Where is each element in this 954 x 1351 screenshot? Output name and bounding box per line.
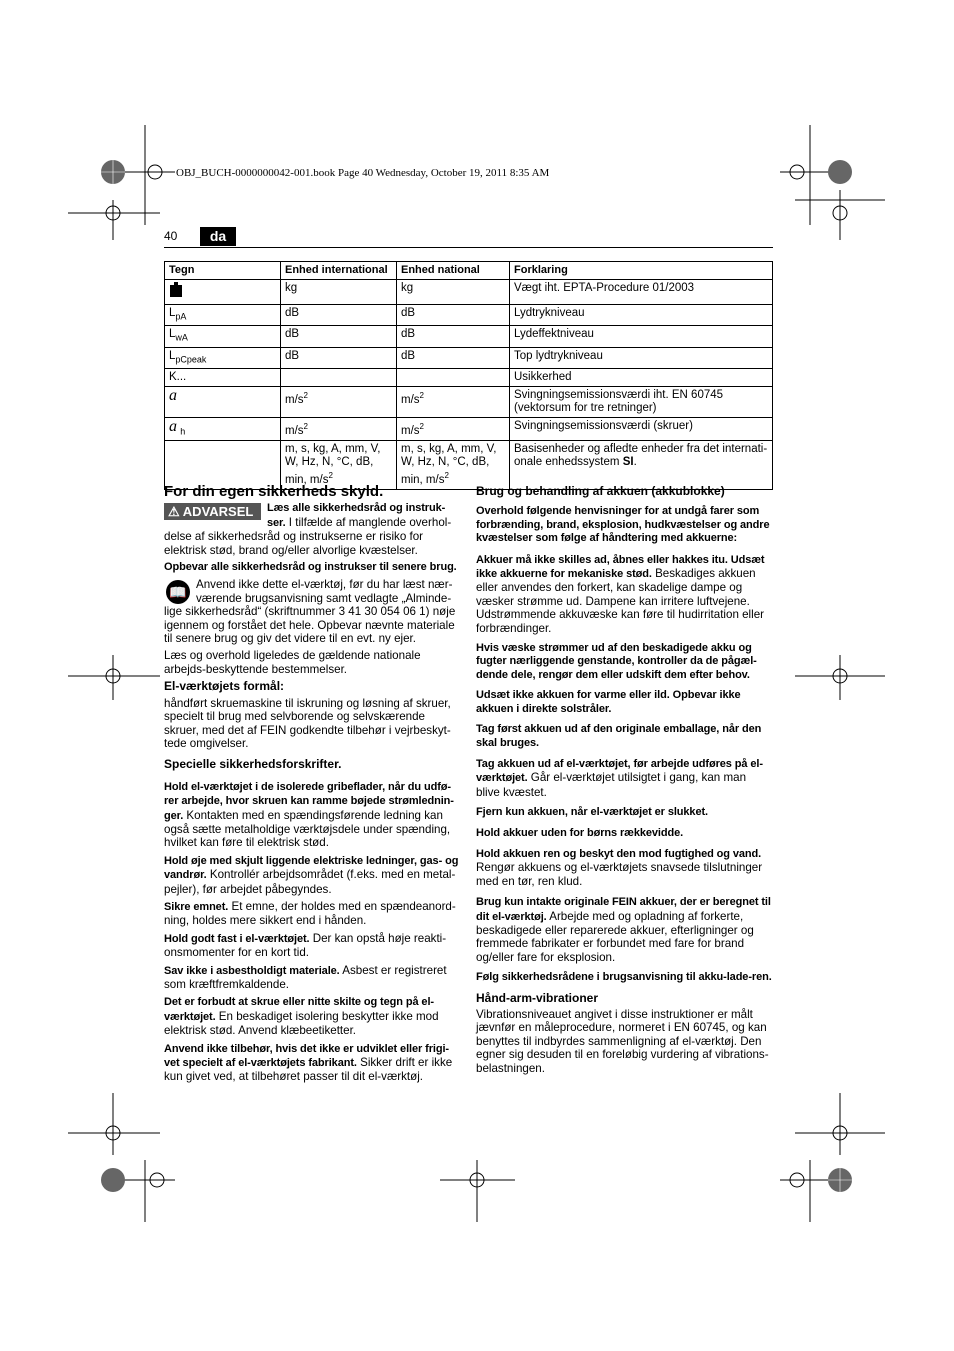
units-table — [164, 261, 773, 490]
table-cell — [510, 386, 773, 417]
table-cell: dB — [281, 305, 397, 326]
table-cell: Vægt iht. EPTA-Procedure 01/2003 — [510, 280, 773, 305]
bold-paragraph: Følg sikkerhedsrådene i brugsanvisning til akku-lade-ren. — [476, 971, 772, 984]
header-cell: Enhed international — [281, 262, 397, 280]
unit-line: m, s, kg, A, mm, V, — [401, 443, 497, 456]
warning-badge — [164, 503, 261, 520]
table-row — [165, 326, 773, 347]
sign-cell — [165, 280, 281, 305]
table-row — [165, 368, 773, 386]
body-text: Asbest er registreret som kræftfremkaldende. — [164, 963, 447, 991]
unit-text: m/s — [285, 424, 304, 437]
table-cell — [281, 368, 397, 386]
unit-line: W, Hz, N, °C, dB, — [285, 456, 374, 469]
safety-paragraph — [164, 900, 460, 928]
unit-superscript: 2 — [444, 471, 449, 481]
unit-text: m/s — [401, 424, 420, 437]
table-cell — [397, 441, 510, 490]
unit-line: min, m/s — [285, 474, 329, 487]
sign-cell — [165, 326, 281, 347]
header-cell: Enhed national — [397, 262, 510, 280]
safety-paragraph — [164, 995, 460, 1037]
table-cell — [397, 417, 510, 440]
table-cell: kg — [281, 280, 397, 305]
unit-text: m/s — [401, 393, 420, 406]
sign-cell — [165, 347, 281, 368]
safety-paragraph — [164, 932, 460, 960]
read-manual-icon: 📖 — [166, 580, 190, 604]
bold-text: Brug kun intakte originale FEIN akkuer, der er beregnet til dit el-værktøj. — [476, 896, 771, 923]
table-row — [165, 347, 773, 368]
bold-text: Hold godt fast i el-værktøjet. — [164, 932, 310, 945]
unit-superscript: 2 — [419, 390, 424, 400]
sign-subscript: wA — [175, 332, 188, 343]
body-paragraph: Vibrationsniveauet angivet i disse instruktioner er målt jævnfør en måleprocedure, normeret i EN 60745, og kan benyttes til indbyrdes sammenligning af el-værktøj. Den egner sig desuden til en foreløbig vurdering af vibrations-belastningen. — [476, 1008, 769, 1075]
page-number: 40 — [164, 229, 178, 243]
sign-subscript: pCpeak — [175, 353, 207, 364]
table-cell: Usikkerhed — [510, 368, 773, 386]
table-row — [165, 280, 773, 305]
bold-text: Hold akkuen ren og beskyt den mod fugtighed og vand. — [476, 847, 762, 860]
body-text: Der kan opstå høje reakti-onsmomenter for en kort tid. — [164, 931, 447, 960]
bold-paragraph: Fjern kun akkuen, når el-værktøjet er slukket. — [476, 806, 708, 819]
table-cell — [510, 441, 773, 490]
body-text: Beskadiges akkuen eller anvendes den forkert, kan skadelige dampe og væsker strømme ud. Dampene kan irritere luftvejene. Udstrømmende akkuvæske kan føre til hudirritation eller forbrændinger. — [476, 567, 765, 635]
sign-cell — [165, 386, 281, 417]
sign-symbol: L — [169, 328, 176, 341]
table-header-row — [165, 262, 773, 280]
bold-text: Det er forbudt at skrue eller nitte skilte og tegn på el-værktøjet. — [164, 996, 434, 1023]
bold-text: Sav ikke i asbestholdigt materiale. — [164, 964, 340, 977]
safety-paragraph — [164, 1042, 460, 1084]
desc-line: onale enhedssystem — [514, 456, 623, 469]
desc-bold: SI — [622, 456, 634, 469]
sign-cell — [165, 305, 281, 326]
table-cell: Top lydtrykniveau — [510, 347, 773, 368]
body-paragraph: Læs og overhold ligeledes de gældende nationale arbejds-beskyttende bestemmelser. — [164, 649, 421, 676]
bold-text: Sikre emnet. — [164, 900, 229, 913]
safety-paragraph — [476, 553, 772, 635]
body-text: Kontakten med en spændingsførende ledning kan også sætte metalholdige værktøjsdele under spænding, hvilket kan føre til elektrisk stød. — [164, 808, 451, 850]
unit-superscript: 2 — [328, 471, 333, 481]
bold-text: Akkuer må ikke skilles ad, åbnes eller hakkes itu. Udsæt ikke akkuerne for mekaniske stød. — [476, 553, 765, 581]
table-cell — [397, 368, 510, 386]
sign-symbol: a — [169, 386, 177, 404]
unit-line: W, Hz, N, °C, dB, — [401, 456, 490, 469]
sign-cell — [165, 417, 281, 440]
table-cell: Svingningsemissionsværdi (skruer) — [510, 417, 773, 440]
bold-text: Hold el-værktøjet i de isolerede gribeflader, når du udfø-rer arbejde, hvor skruen kan ramme bøjede strømlednin-ger. — [164, 780, 454, 822]
subheading: Hånd-arm-vibrationer — [476, 990, 599, 1005]
table-cell: dB — [397, 305, 510, 326]
desc-line: Svingningsemissionsværdi iht. EN 60745 — [514, 388, 724, 401]
unit-superscript: 2 — [303, 421, 308, 431]
desc-line: Basisenheder og afledte enheder fra det internati- — [514, 443, 768, 456]
right-column — [476, 485, 772, 1079]
unit-text: m/s — [285, 393, 304, 406]
sign-subscript: pA — [175, 311, 187, 322]
table-cell: kg — [397, 280, 510, 305]
sign-cell: K... — [165, 368, 281, 386]
unit-line: min, m/s — [401, 474, 445, 487]
table-cell: dB — [281, 326, 397, 347]
header-cell: Forklaring — [510, 262, 773, 280]
language-badge: da — [200, 227, 236, 246]
read-manual-paragraph — [164, 578, 460, 645]
safety-paragraph — [164, 780, 460, 850]
header-rule — [164, 247, 773, 248]
header-cell: Tegn — [165, 262, 281, 280]
table-cell: dB — [281, 347, 397, 368]
body-text: Arbejde med og opladning af forkerte, beskadigede eller reparerede akkuer, efterligninger og fremmede fabrikater er forbundet med fare for brand og/eller fare for eksplosion. — [476, 909, 754, 964]
warning-triangle-icon: ⚠ — [168, 504, 180, 520]
subheading: Brug og behandling af akkuen (akkublokke) — [476, 484, 725, 498]
unit-superscript: 2 — [303, 390, 308, 400]
safety-paragraph — [476, 847, 772, 888]
safety-paragraph — [164, 854, 460, 896]
left-column — [164, 485, 460, 1088]
unit-line: m, s, kg, A, mm, V, — [285, 443, 381, 456]
body-text: Anvend ikke dette el-værktøj, før du har læst nær-værende brugsanvisning samt vedlagte „Alminde-lige sikkerhedsråd“ (skriftnummer 3 41 30 054 06 1) nøje igennem og forstået det hele. Opbevar nævnte materiale til senere brug og giv det videre til en evt. ny ejer. — [164, 578, 456, 646]
weight-icon — [169, 282, 183, 298]
safety-paragraph — [476, 757, 772, 799]
table-row — [165, 305, 773, 326]
body-text: Rengør akkuens og el-værktøjets snavsede tilslutninger med en tør, ren klud. — [476, 861, 763, 888]
subheading: El-værktøjets formål: — [164, 679, 285, 694]
unit-superscript: 2 — [419, 421, 424, 431]
table-cell: dB — [397, 326, 510, 347]
body-text: Kontrollér arbejdsområdet (f.eks. med en metal-pejler), før arbejdet påbegyndes. — [164, 868, 456, 896]
body-text: I tilfælde af manglende overhol-delse af sikkerhedsråd og instrukserne er risiko for elektrisk stød, brand og/eller alvorlige kvæstelser. — [164, 515, 452, 557]
table-cell: dB — [397, 347, 510, 368]
table-cell — [281, 386, 397, 417]
bold-paragraph: Overhold følgende henvisninger for at undgå farer som forbrænding, brand, eksplosion, hudkvæstelser og andre kvæstelser som følge af håndtering med akkuerne: — [476, 505, 770, 545]
body-paragraph: håndført skruemaskine til iskruning og løsning af skruer, specielt til brug med selvborende og selvskærende skruer, med det af FEIN godkendte tilbehør i vejrbeskyt-tede omgivelser. — [164, 696, 451, 750]
bold-text: Tag akkuen ud af el-værktøjet, før arbejde udføres på el-værktøjet. — [476, 757, 763, 785]
safety-paragraph — [164, 964, 460, 992]
table-cell — [397, 386, 510, 417]
table-cell: Lydeffektniveau — [510, 326, 773, 347]
bold-paragraph: Tag først akkuen ud af den originale emballage, når den skal bruges. — [476, 723, 762, 749]
sign-subscript: h — [180, 426, 186, 437]
table-cell — [281, 417, 397, 440]
bold-paragraph: Hold akkuer uden for børns rækkevidde. — [476, 826, 684, 839]
section-title: For din egen sikkerheds skyld. — [164, 483, 384, 500]
warning-paragraph — [164, 501, 460, 557]
sign-symbol: L — [169, 307, 176, 319]
body-text: En beskadiget isolering beskytter ikke mod elektrisk stød. Anvend klæbeetiketter. — [164, 1009, 439, 1038]
desc-end: . — [633, 456, 637, 469]
subheading: Specielle sikkerhedsforskrifter. — [164, 757, 342, 772]
table-row — [165, 417, 773, 440]
bold-paragraph: Udsæt ikke akkuen for varme eller ild. Opbevar ikke akkuen i direkte solstråler. — [476, 689, 741, 715]
body-text: Sikker drift er ikke kun givet ved, at tilbehøret passer til dit el-værktøj. — [164, 1056, 453, 1084]
sign-symbol: a — [169, 417, 177, 435]
bold-text: Læs alle sikkerhedsråd og instruk-ser. — [267, 502, 446, 529]
sign-symbol: L — [169, 349, 176, 362]
bold-text: Anvend ikke tilbehør, hvis det ikke er udviklet eller frigi-vet specielt af el-værktøjets fabrikant. — [164, 1042, 449, 1070]
table-cell: Lydtrykniveau — [510, 305, 773, 326]
desc-line: (vektorsum for tre retninger) — [514, 401, 657, 414]
safety-paragraph — [476, 895, 772, 964]
warning-label: ADVARSEL — [182, 504, 254, 520]
bold-text: Hold øje med skjult liggende elektriske ledninger, gas- og vandrør. — [164, 854, 459, 882]
bold-paragraph: Hvis væske strømmer ud af den beskadigede akku og fugter nærliggende genstande, kontroller da de pågæl-dende dele, rengør dem eller udskift dem efter behov. — [476, 642, 757, 681]
body-text: Et emne, der holdes med en spændeanord-ning, holdes mere sikkert end i hånden. — [164, 899, 456, 928]
book-slug: OBJ_BUCH-0000000042-001.book Page 40 Wednesday, October 19, 2011 8:35 AM — [176, 167, 550, 179]
table-row — [165, 386, 773, 417]
bold-paragraph: Opbevar alle sikkerhedsråd og instrukser til senere brug. — [164, 561, 457, 574]
body-text: Går el-værktøjet utilsigtet i gang, kan man blive kvæstet. — [476, 771, 747, 799]
